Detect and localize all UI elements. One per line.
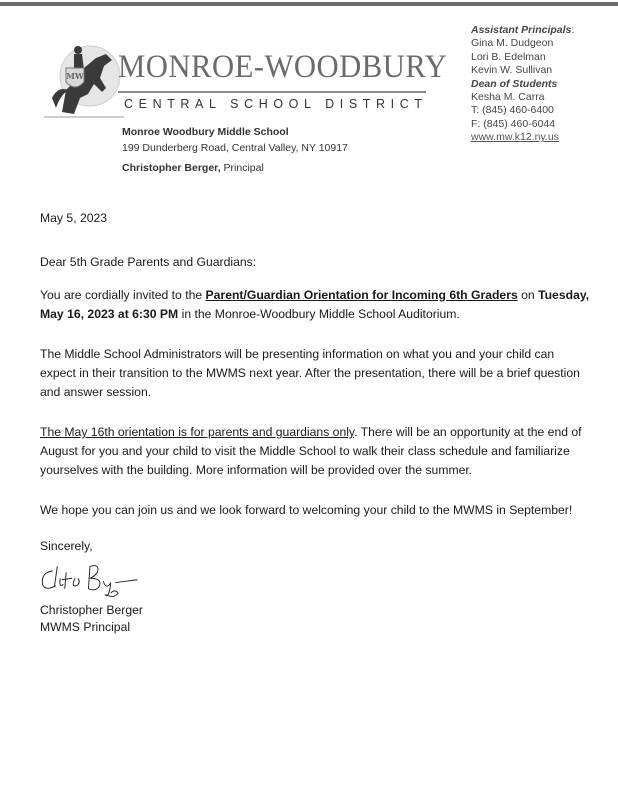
- brand-divider: [118, 91, 426, 93]
- heading-colon: :: [571, 24, 575, 36]
- school-address: 199 Dunderberg Road, Central Valley, NY 10917: [122, 142, 348, 154]
- school-info: [122, 124, 348, 176]
- staff-directory: [471, 24, 574, 145]
- svg-text:MW: MW: [66, 71, 84, 81]
- event-datetime: Tuesday, May 16, 2023 at 6:30 PM: [40, 288, 590, 321]
- text: in the Monroe-Woodbury Middle School Auditorium.: [178, 307, 460, 321]
- assistant-principal: Kevin W. Sullivan: [471, 64, 553, 77]
- dean-name: Kesha M. Carra: [471, 91, 545, 104]
- principal-title: Principal: [223, 162, 264, 174]
- text: You are cordially invited to the: [40, 288, 206, 302]
- website-link[interactable]: www.mw.k12.ny.us: [471, 131, 559, 144]
- letter-body: [40, 209, 590, 636]
- signer-block: [40, 602, 590, 636]
- paragraph-presentation: The Middle School Administrators will be presenting information on what you and your child can expect in their transition to the MWMS next year. After the presentation, there will be a brief question and answer session.: [40, 347, 580, 399]
- text: . There will be an opportunity at the end of August for you and your child to visit the Middle School to walk their class schedule and familiarize yourselves with the building. More information will be provided over the summer.: [40, 425, 582, 477]
- paragraph-note: [40, 423, 590, 480]
- fax: F: (845) 460-6044: [471, 117, 556, 130]
- assistant-principal: Lori B. Edelman: [471, 50, 546, 63]
- signer-title: MWMS Principal: [40, 620, 131, 634]
- paragraph-closing: We hope you can join us and we look forward to welcoming your child to the MWMS in September!: [40, 503, 573, 517]
- paragraph-invitation: [40, 286, 590, 324]
- top-border: [0, 2, 618, 6]
- signature: [38, 556, 178, 602]
- phone: T: (845) 460-6400: [471, 104, 554, 117]
- signer-name: Christopher Berger: [40, 603, 143, 617]
- letter-date: May 5, 2023: [40, 211, 108, 225]
- event-name: Parent/Guardian Orientation for Incoming 6th Graders: [205, 288, 518, 302]
- district-logo: [44, 38, 124, 118]
- district-name: MONROE-WOODBURY: [118, 49, 448, 85]
- salutation: Dear 5th Grade Parents and Guardians:: [40, 255, 257, 269]
- parents-only-note: The May 16th orientation is for parents and guardians only: [40, 425, 355, 439]
- closing: Sincerely,: [40, 539, 93, 553]
- text: on: [517, 288, 539, 302]
- school-name: Monroe Woodbury Middle School: [122, 126, 289, 138]
- assistant-principal: Gina M. Dudgeon: [471, 37, 554, 50]
- dean-heading: Dean of Students: [471, 77, 558, 90]
- principal-name: Christopher Berger,: [122, 162, 221, 174]
- district-subtitle: CENTRAL SCHOOL DISTRICT: [124, 97, 428, 111]
- assistant-principals-heading: Assistant Principals: [471, 24, 572, 36]
